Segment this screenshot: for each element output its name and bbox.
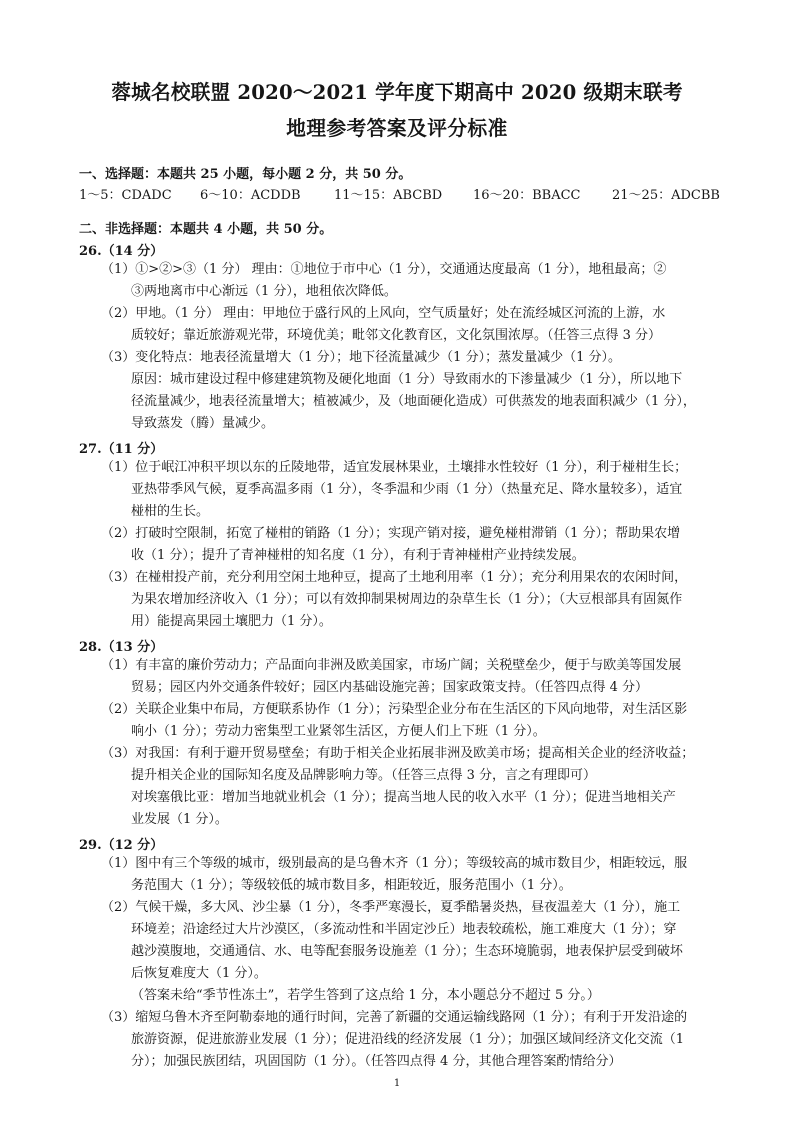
answer-line: （1）有丰富的廉价劳动力；产品面向非洲及欧美国家，市场广阔；关税壁垒少，便于与欧美等国发展 (101, 658, 682, 673)
answer-line: 务范围大（1 分）；等级较低的城市数目多，相距较近，服务范围小（1 分）。 (131, 878, 572, 893)
answer-line: 提升相关企业的国际知名度及品牌影响力等。（任答三点得 3 分，言之有理即可） (131, 768, 597, 783)
answer-line: （2）关联企业集中布局，方便联系协作（1 分）；污染型企业分布在生活区的下风向地带，对生活区影 (101, 702, 688, 717)
answer-line: 为果农增加经济收入（1 分）；可以有效抑制果树周边的杂草生长（1 分）；（大豆根部具有固氮作 (131, 592, 683, 607)
answer-line: 旅游资源，促进旅游业发展（1 分）；促进沿线的经济发展（1 分）；加强区域间经济文化交流（1 (131, 1032, 685, 1047)
answer-line: （3）对我国：有利于避开贸易壁垒；有助于相关企业拓展非洲及欧美市场；提高相关企业的经济收益； (101, 746, 695, 761)
question-29-header: 29.（12 分） (79, 838, 164, 853)
answer-line: 后恢复难度大（1 分）。 (131, 966, 267, 981)
question-27-header: 27.（11 分） (79, 442, 164, 457)
answer-line: 原因：城市建设过程中修建建筑物及硬化地面（1 分）导致雨水的下渗量减少（1 分），所以地下 (131, 372, 683, 387)
answer-line: 对埃塞俄比亚：增加当地就业机会（1 分）；提高当地人民的收入水平（1 分）；促进当地相关产 (131, 790, 676, 805)
section-heading-nonchoice: 二、非选择题：本题共 4 小题，共 50 分。 (79, 222, 333, 237)
answer-line: （2）打破时空限制，拓宽了椪柑的销路（1 分）；实现产销对接，避免椪柑滞销（1 分）；帮助果农增 (101, 526, 681, 541)
answer-line: ③两地离市中心渐远（1 分），地租依次降低。 (131, 284, 397, 299)
choice-answer-group: 21～25：ADCBB (612, 188, 720, 203)
answer-line: （3）在椪柑投产前，充分利用空闲土地种豆，提高了土地利用率（1 分）；充分利用果农的农闲时间， (101, 570, 688, 585)
answer-line: 用）能提高果园土壤肥力（1 分）。 (131, 614, 332, 629)
answer-line: （1）①>②>③（1 分） 理由：①地位于市中心（1 分），交通通达度最高（1 分），地租最高；② (101, 262, 667, 277)
answer-line: 亚热带季风气候，夏季高温多雨（1 分），冬季温和少雨（1 分）（热量充足、降水量较多），适宜 (131, 482, 683, 497)
answer-line: （2）甲地。（1 分） 理由：甲地位于盛行风的上风向，空气质量好；处在流经城区河流的上游，水 (101, 306, 666, 321)
answer-line: 贸易；园区内外交通条件较好；园区内基础设施完善；国家政策支持。（任答四点得 4 分） (131, 680, 649, 695)
document-title: 蓉城名校联盟 2020～2021 学年度下期高中 2020 级期末联考 (111, 80, 683, 104)
answer-line: 业发展（1 分）。 (131, 812, 228, 827)
question-28-header: 28.（13 分） (79, 640, 164, 655)
page-number: 1 (393, 1078, 401, 1089)
answer-line: 导致蒸发（腾）量减少。 (131, 416, 275, 431)
answer-line: 质较好；靠近旅游观光带，环境优美；毗邻文化教育区，文化氛围浓厚。（任答三点得 3 分） (131, 328, 662, 343)
choice-answer-group: 6～10：ACDDB (200, 188, 301, 203)
document-subtitle: 地理参考答案及评分标准 (286, 116, 508, 140)
answer-line: （3）变化特点：地表径流量增大（1 分）；地下径流量减少（1 分）；蒸发量减少（1 分）。 (101, 350, 621, 365)
answer-line: 响小（1 分）；劳动力密集型工业紧邻生活区，方便人们上下班（1 分）。 (131, 724, 546, 739)
choice-answer-group: 16～20：BBACC (473, 188, 581, 203)
answer-line: 椪柑的生长。 (131, 504, 210, 519)
choice-answer-group: 1～5：CDADC (79, 188, 172, 203)
question-26-header: 26.（14 分） (79, 244, 164, 259)
answer-line: 分）；加强民族团结，巩固国防（1 分）。（任答四点得 4 分，其他合理答案酌情给分） (131, 1054, 622, 1069)
answer-line: 越沙漠腹地，交通通信、水、电等配套服务设施差（1 分）；生态环境脆弱，地表保护层受到破坏 (131, 944, 683, 959)
section-heading-choice: 一、选择题：本题共 25 小题，每小题 2 分，共 50 分。 (79, 167, 412, 182)
answer-line: （3）缩短乌鲁木齐至阿勒泰地的通行时间，完善了新疆的交通运输线路网（1 分）；有利于开发沿途的 (101, 1010, 688, 1025)
choice-answer-group: 11～15：ABCBD (334, 188, 443, 203)
answer-line: 收（1 分）；提升了青神椪柑的知名度（1 分），有利于青神椪柑产业持续发展。 (131, 548, 585, 563)
answer-note: （答案未给“季节性冻土”，若学生答到了这点给 1 分，本小题总分不超过 5 分。） (131, 988, 600, 1003)
answer-line: 径流量减少，地表径流量增大；植被减少，及（地面硬化造成）可供蒸发的地表面积减少（1 分）， (131, 394, 696, 409)
answer-line: （1）位于岷江冲积平坝以东的丘陵地带，适宜发展林果业，土壤排水性较好（1 分），利于椪柑生长； (101, 460, 688, 475)
answer-line: 环境差；沿途经过大片沙漠区，（多流动性和半固定沙丘）地表较疏松，施工难度大（1 分）；穿 (131, 922, 677, 937)
answer-line: （1）图中有三个等级的城市，级别最高的是乌鲁木齐（1 分）；等级较高的城市数目少，相距较远，服 (101, 856, 688, 871)
answer-line: （2）气候干燥，多大风、沙尘暴（1 分），冬季严寒漫长，夏季酷暑炎热，昼夜温差大（1 分），施工 (101, 900, 681, 915)
